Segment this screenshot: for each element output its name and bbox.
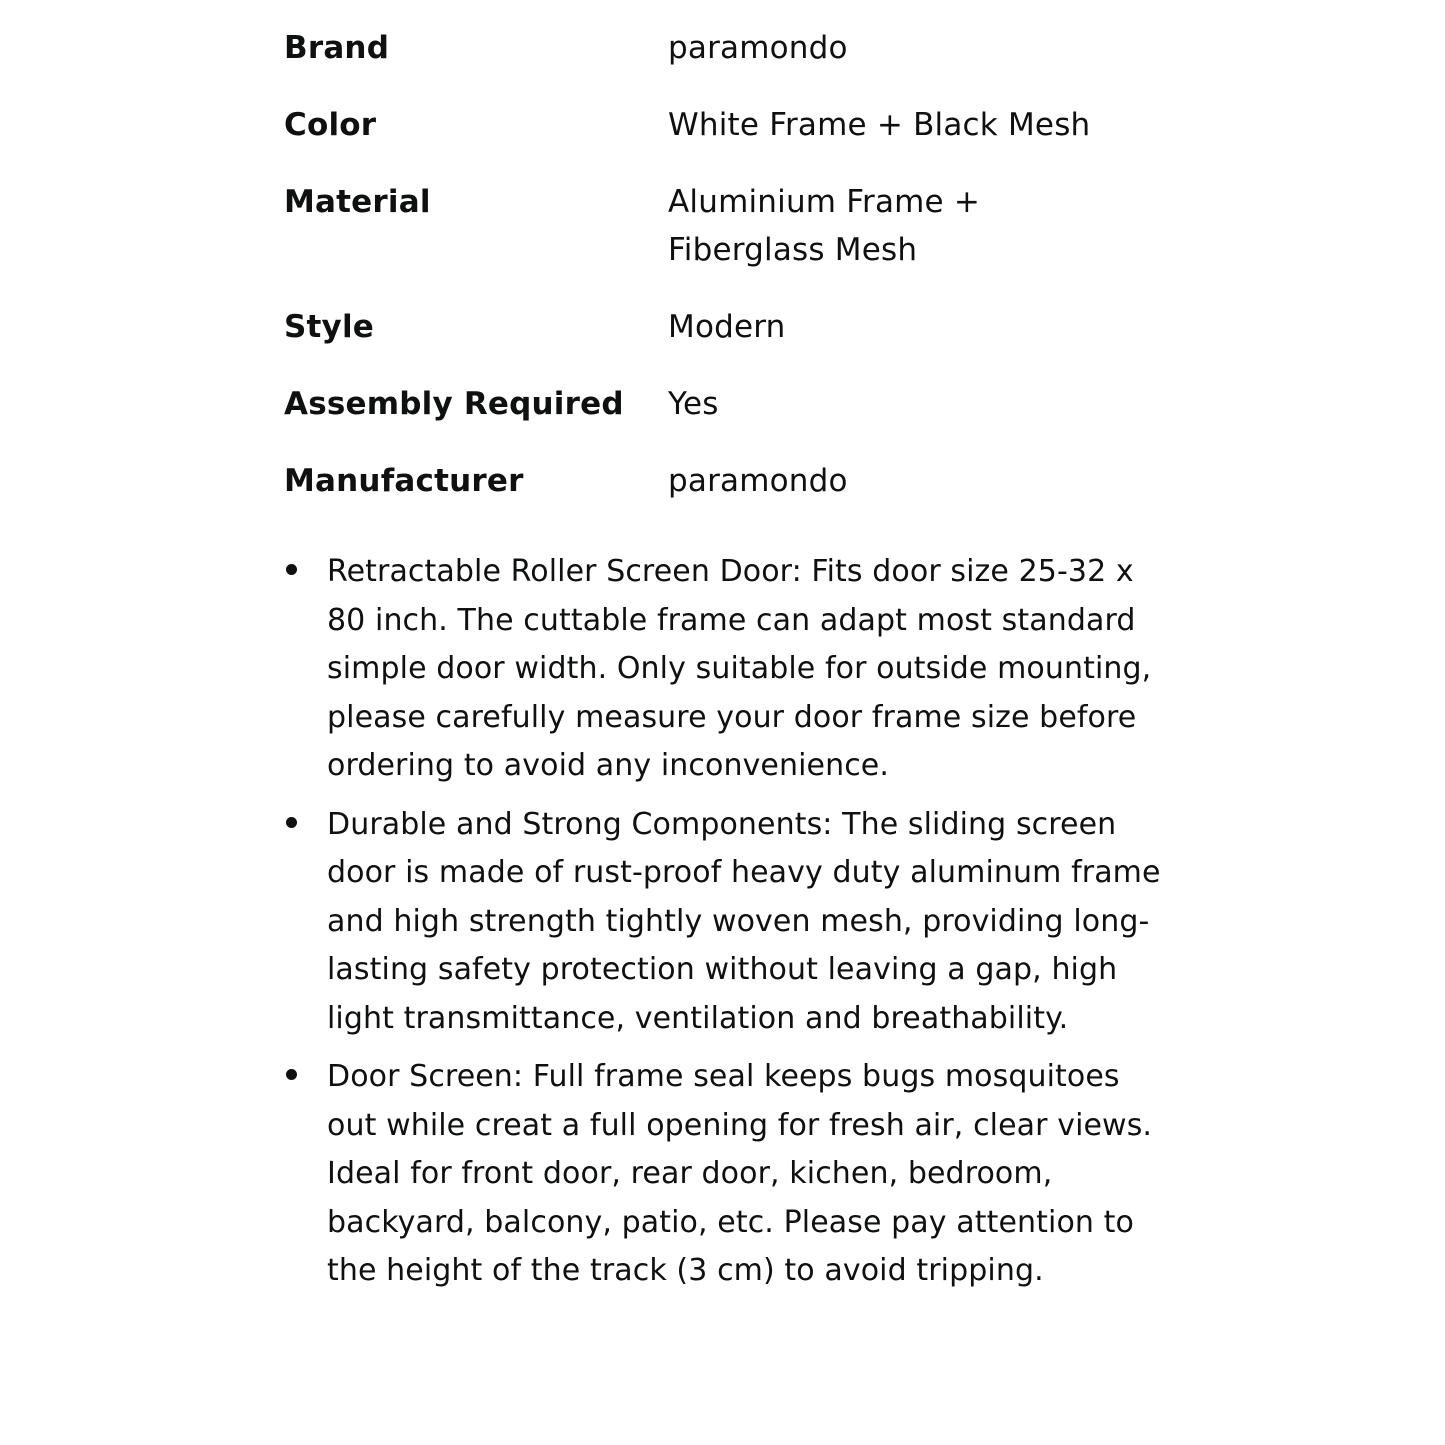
spec-label: Color [284,107,377,143]
spec-value: Modern [668,309,786,345]
spec-label: Manufacturer [284,463,524,499]
feature-bullet-text: Durable and Strong Components: The sliding screen door is made of rust-proof heavy duty aluminum frame and high strength tightly woven mesh, providing long-lasting safety protection without leaving a gap, high light transmittance, ventilation and breathability. [327,806,1161,1036]
feature-bullet-list [284,548,1174,1306]
spec-row-color [284,101,1164,149]
spec-row-material [284,178,1164,274]
bullet-dot-icon [286,564,297,575]
bullet-dot-icon [286,1069,297,1080]
spec-label: Assembly Required [284,386,624,422]
spec-row-manufacturer [284,457,1164,505]
spec-value: Aluminium Frame + Fiberglass Mesh [668,184,981,268]
spec-row-style [284,303,1164,351]
spec-value: paramondo [668,30,848,66]
spec-label: Brand [284,30,390,66]
spec-label: Material [284,184,431,220]
spec-row-brand [284,24,1164,72]
spec-value: paramondo [668,463,848,499]
spec-label: Style [284,309,375,345]
spec-value: White Frame + Black Mesh [668,107,1091,143]
feature-bullet [284,548,1174,791]
feature-bullet [284,801,1174,1044]
feature-bullet-text: Door Screen: Full frame seal keeps bugs mosquitoes out while creat a full opening for fresh air, clear views. Ideal for front door, rear door, kichen, bedroom, backyard, balcony, patio, etc. Please pay attention to the height of the track (3 cm) to avoid tripping. [327,1059,1153,1288]
feature-bullet [284,1053,1174,1296]
product-specs-table [284,24,1164,534]
bullet-dot-icon [286,817,297,828]
feature-bullet-text: Retractable Roller Screen Door: Fits door size 25-32 x 80 inch. The cuttable frame can adapt most standard simple door width. Only suitable for outside mounting, please carefully measure your door frame size before ordering to avoid any inconvenience. [327,554,1152,783]
spec-row-assembly-required [284,380,1164,428]
spec-value: Yes [668,386,719,422]
